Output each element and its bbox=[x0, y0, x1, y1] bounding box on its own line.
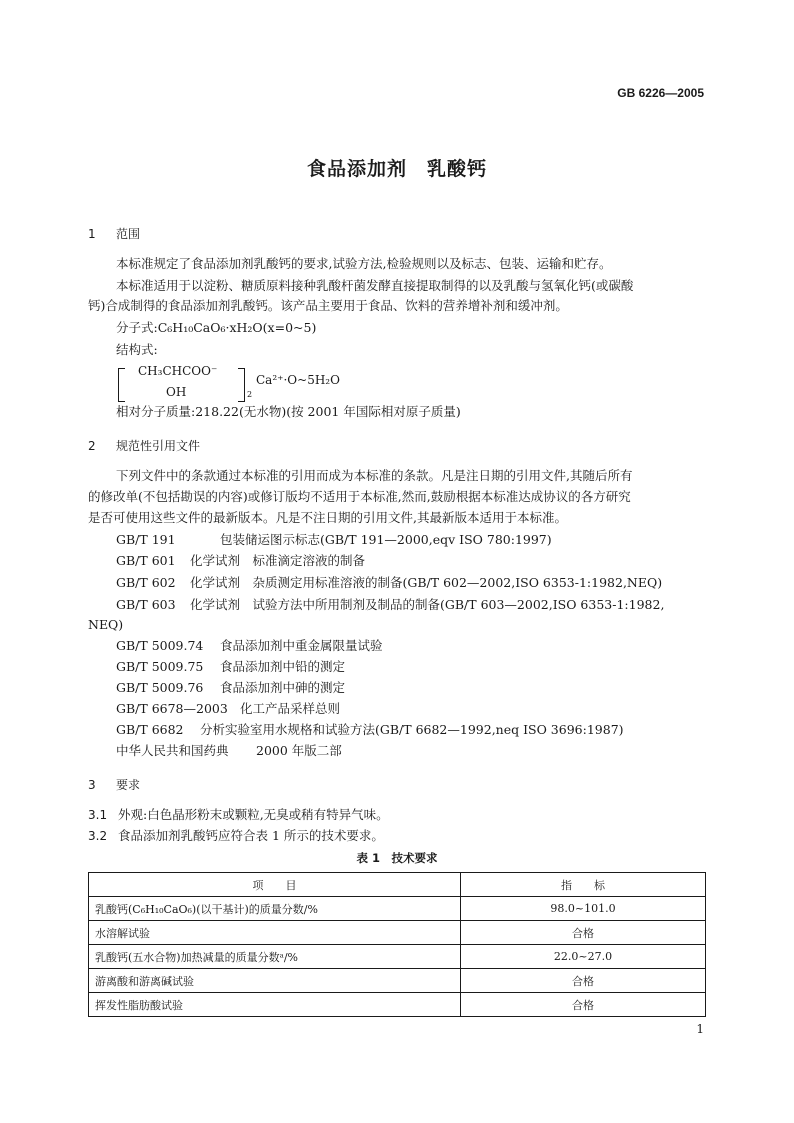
molecular-weight: 相对分子质量:218.22(无水物)(按 2001 年国际相对原子质量) bbox=[116, 404, 461, 419]
reference-item bbox=[116, 720, 624, 740]
reference-code: GB/T 602 bbox=[116, 575, 176, 590]
table-row bbox=[89, 897, 706, 921]
table-row bbox=[89, 945, 706, 969]
reference-title: 2000 年版二部 bbox=[256, 743, 342, 758]
requirement-3-1 bbox=[88, 805, 389, 825]
table-cell-value: 22.0~27.0 bbox=[461, 945, 706, 969]
structure-subscript: 2 bbox=[247, 390, 253, 399]
reference-title: 化学试剂 试验方法中所用制剂及制品的制备(GB/T 603—2002,ISO 6353-1:1982, bbox=[190, 597, 665, 612]
reference-title: 包装储运图示标志(GB/T 191—2000,eqv ISO 780:1997) bbox=[220, 532, 552, 547]
reference-item bbox=[116, 636, 383, 656]
requirement-3-2 bbox=[88, 826, 384, 846]
structure-bottom-group: OH bbox=[166, 385, 187, 399]
right-bracket bbox=[238, 368, 245, 402]
scope-paragraph-2-line2: 钙)合成制得的食品添加剂乳酸钙。该产品主要用于食品、饮料的营养增补剂和缓冲剂。 bbox=[88, 298, 568, 313]
reference-code: GB/T 5009.75 bbox=[116, 659, 204, 674]
reference-item bbox=[116, 530, 552, 550]
section-number: 1 bbox=[88, 227, 96, 241]
section-title: 要求 bbox=[116, 778, 141, 792]
scope-paragraph-1: 本标准规定了食品添加剂乳酸钙的要求,试验方法,检验规则以及标志、包装、运输和贮存。 bbox=[116, 256, 612, 271]
reference-title: 食品添加剂中重金属限量试验 bbox=[220, 638, 383, 653]
reference-title: 食品添加剂中铅的测定 bbox=[220, 659, 346, 674]
clause-text: 外观:白色晶形粉末或颗粒,无臭或稍有特异气味。 bbox=[118, 807, 389, 822]
reference-code: GB/T 6682 bbox=[116, 722, 184, 737]
reference-title: 化学试剂 杂质测定用标准溶液的制备(GB/T 602—2002,ISO 6353-1:1982,NEQ) bbox=[190, 575, 663, 590]
table-header-row bbox=[89, 873, 706, 897]
section-3-heading bbox=[88, 776, 140, 793]
scope-paragraph-2-line1: 本标准适用于以淀粉、糖质原料接种乳酸杆菌发酵直接提取制得的以及乳酸与氢氧化钙(或碳酸 bbox=[116, 278, 634, 293]
references-intro-line2: 的修改单(不包括勘误的内容)或修订版均不适用于本标准,然而,鼓励根据本标准达成协议的各方研究 bbox=[88, 489, 631, 504]
column-header-spec: 指 标 bbox=[461, 873, 706, 897]
reference-title: NEQ) bbox=[88, 617, 124, 632]
table-cell-item: 乳酸钙(五水合物)加热减量的质量分数ᵃ/% bbox=[89, 945, 461, 969]
reference-code: GB/T 5009.76 bbox=[116, 680, 204, 695]
table-row bbox=[89, 969, 706, 993]
column-header-item: 项 目 bbox=[89, 873, 461, 897]
table-row bbox=[89, 993, 706, 1017]
table-row bbox=[89, 921, 706, 945]
reference-item bbox=[116, 551, 365, 571]
reference-code: GB/T 6678—2003 bbox=[116, 701, 228, 716]
reference-item bbox=[116, 657, 345, 677]
reference-title: 化学试剂 标准滴定溶液的制备 bbox=[190, 553, 366, 568]
section-title: 范围 bbox=[116, 227, 141, 241]
reference-item bbox=[116, 595, 664, 615]
reference-title: 化工产品采样总则 bbox=[240, 701, 341, 716]
table-caption: 表 1 技术要求 bbox=[356, 851, 438, 865]
section-number: 2 bbox=[88, 439, 96, 453]
table-cell-item: 挥发性脂肪酸试验 bbox=[89, 993, 461, 1017]
reference-item bbox=[116, 678, 345, 698]
left-bracket bbox=[118, 368, 125, 402]
clause-number: 3.2 bbox=[88, 829, 108, 843]
reference-item bbox=[116, 741, 342, 761]
table-cell-item: 水溶解试验 bbox=[89, 921, 461, 945]
reference-item bbox=[116, 699, 340, 719]
section-number: 3 bbox=[88, 778, 96, 792]
table-cell-value: 合格 bbox=[461, 993, 706, 1017]
reference-item-continuation bbox=[88, 615, 123, 635]
section-2-heading bbox=[88, 437, 200, 454]
reference-title: 分析实验室用水规格和试验方法(GB/T 6682—1992,neq ISO 3696:1987) bbox=[200, 722, 624, 737]
table-cell-item: 游离酸和游离碱试验 bbox=[89, 969, 461, 993]
reference-code: GB/T 191 bbox=[116, 532, 176, 547]
standard-number: GB 6226—2005 bbox=[617, 86, 704, 100]
references-intro-line3: 是否可使用这些文件的最新版本。凡是不注日期的引用文件,其最新版本适用于本标准。 bbox=[88, 510, 567, 525]
structure-top-group: CH₃CHCOO⁻ bbox=[138, 364, 218, 378]
reference-code: GB/T 5009.74 bbox=[116, 638, 204, 653]
page-number: 1 bbox=[696, 1022, 704, 1036]
reference-title: 食品添加剂中砷的测定 bbox=[220, 680, 346, 695]
references-intro-line1: 下列文件中的条款通过本标准的引用而成为本标准的条款。凡是注日期的引用文件,其随后所有 bbox=[116, 468, 633, 483]
structure-right-group: Ca²⁺·O~5H₂O bbox=[256, 373, 340, 387]
page-title: 食品添加剂 乳酸钙 bbox=[306, 158, 487, 180]
reference-code: GB/T 601 bbox=[116, 553, 176, 568]
table-cell-value: 合格 bbox=[461, 969, 706, 993]
reference-item bbox=[116, 573, 662, 593]
table-cell-value: 98.0~101.0 bbox=[461, 897, 706, 921]
clause-text: 食品添加剂乳酸钙应符合表 1 所示的技术要求。 bbox=[118, 828, 384, 843]
reference-code: GB/T 603 bbox=[116, 597, 176, 612]
table-cell-item: 乳酸钙(C₆H₁₀CaO₆)(以干基计)的质量分数/% bbox=[89, 897, 461, 921]
section-title: 规范性引用文件 bbox=[116, 439, 201, 453]
clause-number: 3.1 bbox=[88, 808, 108, 822]
molecular-formula: 分子式:C₆H₁₀CaO₆·xH₂O(x=0~5) bbox=[116, 320, 317, 335]
technical-requirements-table bbox=[88, 872, 706, 1017]
reference-code: 中华人民共和国药典 bbox=[116, 743, 229, 758]
structure-label: 结构式: bbox=[116, 342, 158, 357]
table-cell-value: 合格 bbox=[461, 921, 706, 945]
section-1-heading bbox=[88, 225, 140, 242]
